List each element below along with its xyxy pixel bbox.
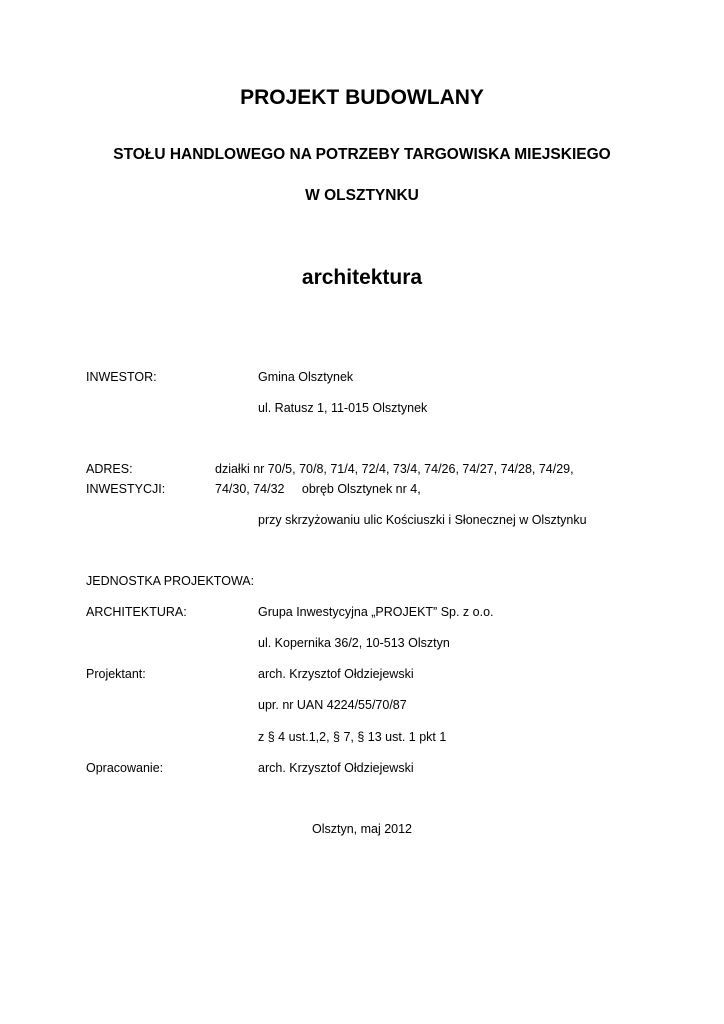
investor-name: Gmina Olsztynek [258, 370, 354, 384]
prepared-by-name: arch. Krzysztof Ołdziejewski [258, 761, 414, 775]
address-value-line2: 74/30, 74/32 obręb Olsztynek nr 4, [215, 482, 421, 496]
investor-address: ul. Ratusz 1, 11-015 Olsztynek [258, 401, 428, 415]
document-title: PROJEKT BUDOWLANY [240, 86, 484, 109]
document-subtitle-line1: STOŁU HANDLOWEGO NA POTRZEBY TARGOWISKA MIEJSKIEGO [113, 146, 611, 163]
legal-basis: z § 4 ust.1,2, § 7, § 13 ust. 1 pkt 1 [258, 730, 447, 744]
designer-license: upr. nr UAN 4224/55/70/87 [258, 698, 407, 712]
designer-label: Projektant: [86, 667, 146, 681]
investor-label: INWESTOR: [86, 370, 157, 384]
place-date: Olsztyn, maj 2012 [311, 822, 413, 836]
design-unit-label: JEDNOSTKA PROJEKTOWA: [86, 574, 255, 588]
address-value-line3: przy skrzyżowaniu ulic Kościuszki i Słonecznej w Olsztynku [258, 513, 587, 527]
designer-name: arch. Krzysztof Ołdziejewski [258, 667, 414, 681]
address-label-line2: INWESTYCJI: [86, 482, 166, 496]
address-value-line1: działki nr 70/5, 70/8, 71/4, 72/4, 73/4, 74/26, 74/27, 74/28, 74/29, [215, 462, 574, 476]
architecture-label: ARCHITEKTURA: [86, 605, 187, 619]
company-name: Grupa Inwestycyjna „PROJEKT” Sp. z o.o. [258, 605, 494, 619]
document-subtitle-line2: W OLSZTYNKU [305, 187, 419, 204]
section-heading: architektura [301, 266, 423, 289]
address-label-line1: ADRES: [86, 462, 133, 476]
prepared-by-label: Opracowanie: [86, 761, 164, 775]
company-address: ul. Kopernika 36/2, 10-513 Olsztyn [258, 636, 450, 650]
